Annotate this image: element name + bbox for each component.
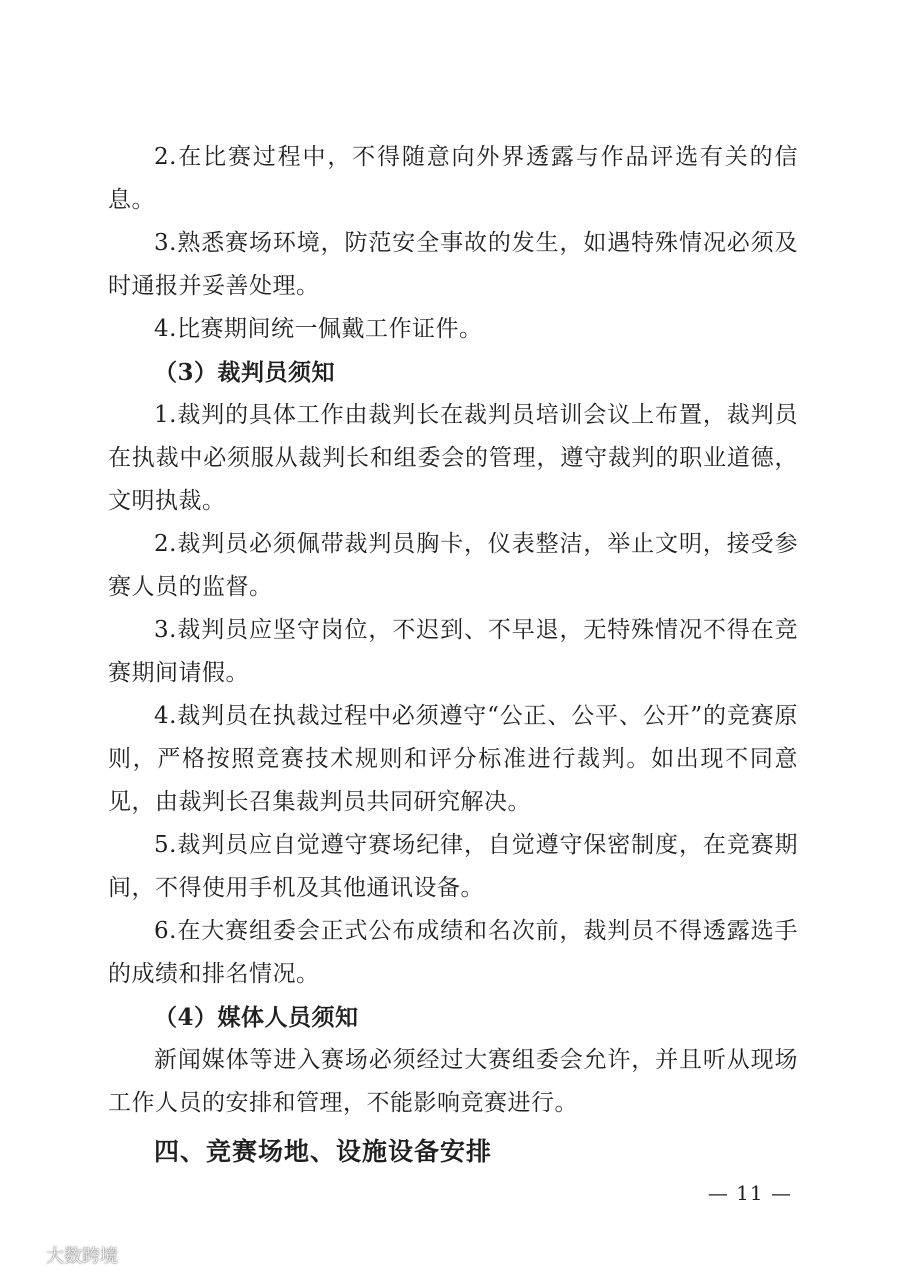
subheading-media: （4）媒体人员须知 [154,1004,359,1031]
paragraph: 1.裁判的具体工作由裁判长在裁判员培训会议上布置，裁判员在执裁中必须服从裁判长和组委会的管理，遵守裁判的职业道德，文明执裁。 [108,402,798,514]
subheading-referee: （3）裁判员须知 [154,359,336,386]
paragraph: 2.裁判员必须佩带裁判员胸卡，仪表整洁，举止文明，接受参赛人员的监督。 [108,531,798,600]
paragraph: 4.裁判员在执裁过程中必须遵守“公正、公平、公开”的竞赛原则，严格按照竞赛技术规则和评分标准进行裁判。如出现不同意见，由裁判长召集裁判员共同研究解决。 [108,703,798,815]
document-body [108,136,798,1173]
paragraph: 3.裁判员应坚守岗位，不迟到、不早退，无特殊情况不得在竞赛期间请假。 [108,617,798,686]
page-number: — 11 — [707,1181,792,1205]
paragraph: 2.在比赛过程中，不得随意向外界透露与作品评选有关的信息。 [108,144,798,213]
paragraph: 3.熟悉赛场环境，防范安全事故的发生，如遇特殊情况必须及时通报并妥善处理。 [108,230,798,299]
section-title: 四、竞赛场地、设施设备安排 [154,1137,493,1166]
logo-icon [10,1245,40,1265]
paragraph: 4.比赛期间统一佩戴工作证件。 [154,316,483,342]
watermark [10,1242,118,1268]
paragraph: 5.裁判员应自觉遵守赛场纪律，自觉遵守保密制度，在竞赛期间，不得使用手机及其他通讯设备。 [108,832,798,901]
paragraph: 新闻媒体等进入赛场必须经过大赛组委会允许，并且听从现场工作人员的安排和管理，不能影响竞赛进行。 [108,1047,798,1116]
watermark-text: 大数跨境 [46,1246,118,1267]
paragraph: 6.在大赛组委会正式公布成绩和名次前，裁判员不得透露选手的成绩和排名情况。 [108,918,798,987]
